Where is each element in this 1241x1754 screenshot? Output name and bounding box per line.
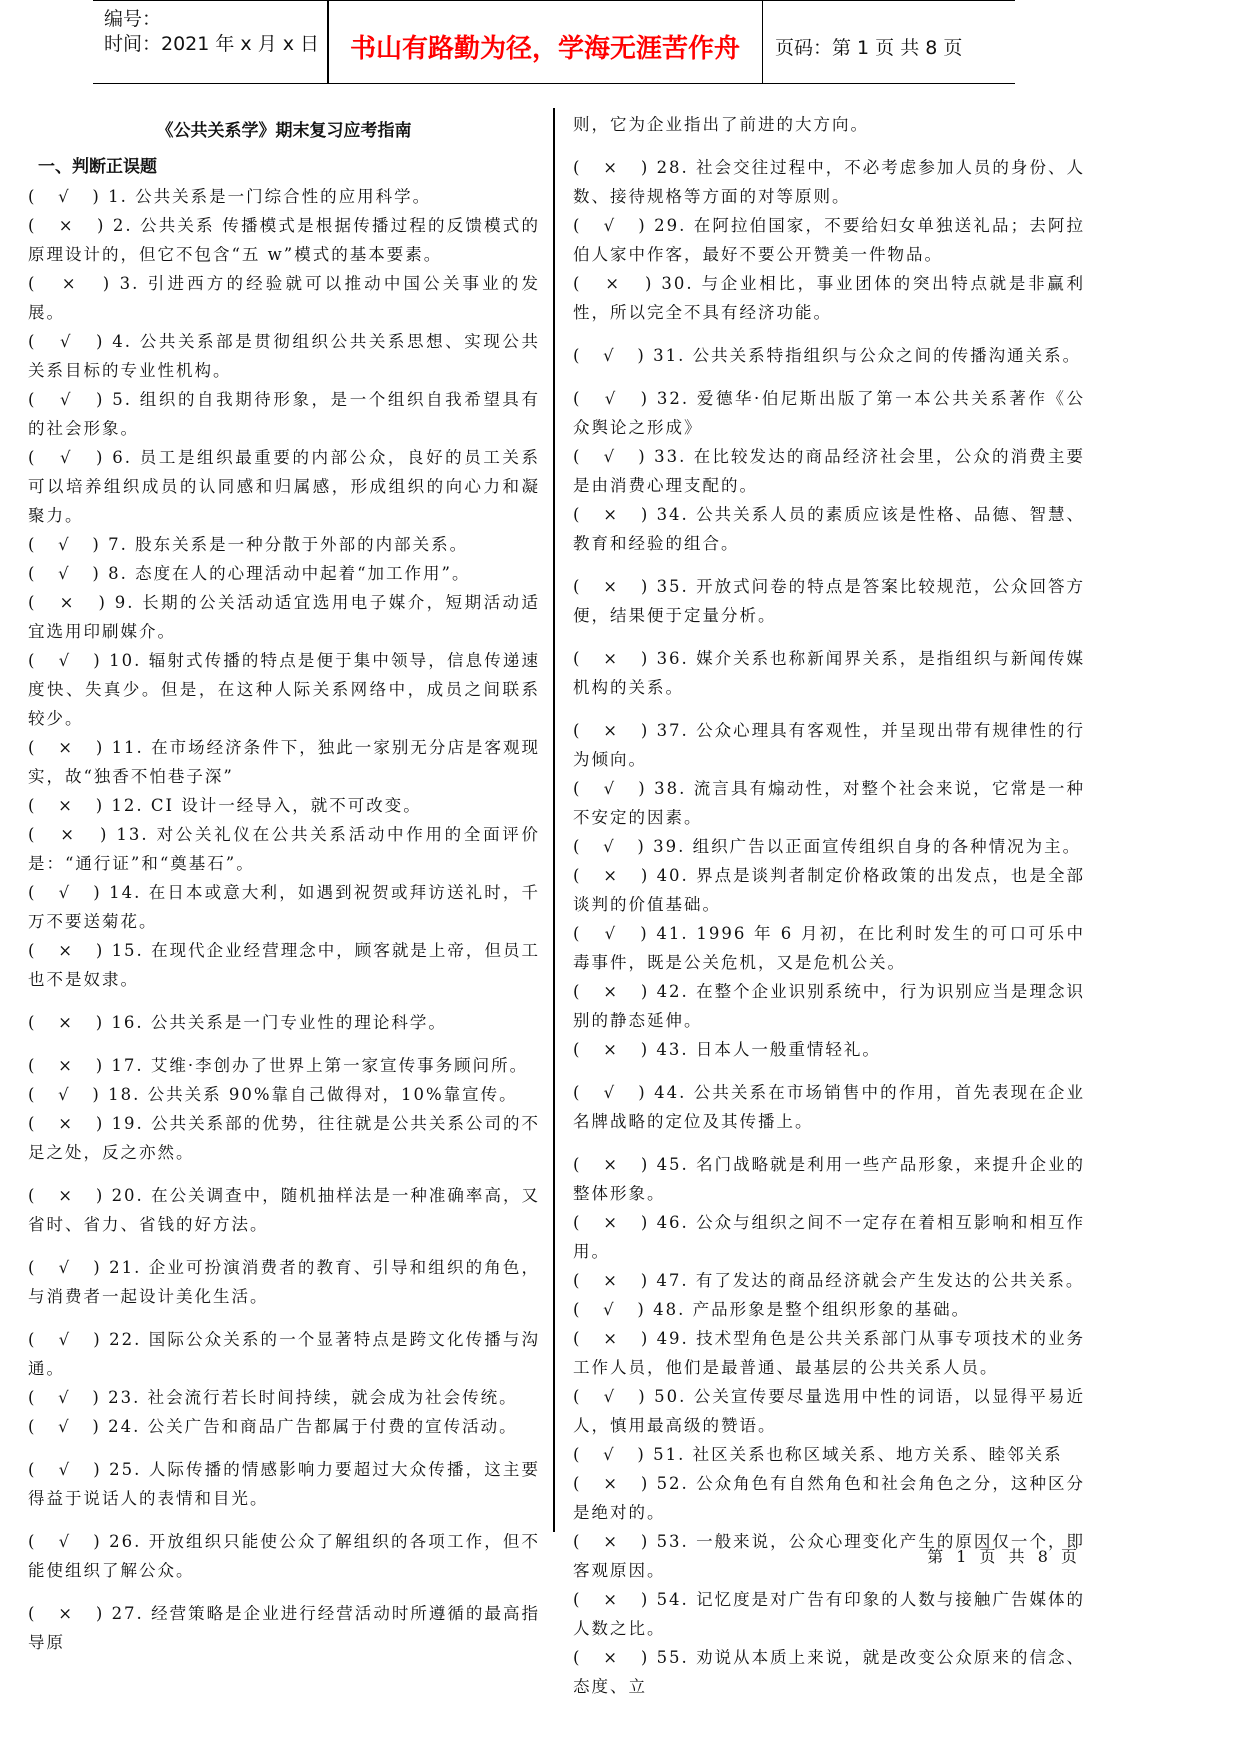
- question-text: 41. 1996 年 6 月初，在比利时发生的可口可乐中毒事件，既是公关危机，又是危机公关。: [573, 924, 1085, 972]
- answer-mark: ( × ): [28, 1604, 112, 1623]
- question-text: 30. 与企业相比，事业团体的突出特点就是非赢利性，所以完全不具有经济功能。: [573, 274, 1085, 322]
- answer-mark: ( √ ): [28, 1330, 109, 1349]
- question-text: 38. 流言具有煽动性，对整个社会来说，它常是一种不安定的因素。: [573, 779, 1085, 827]
- question-item: [573, 500, 1085, 558]
- question-text: 9. 长期的公关活动适宜选用电子媒介，短期活动适宜选用印刷媒介。: [28, 593, 540, 641]
- answer-mark: ( × ): [573, 1590, 657, 1609]
- question-item: [28, 385, 540, 443]
- answer-mark: ( × ): [28, 941, 112, 960]
- question-text: 12. CI 设计一经导入，就不可改变。: [111, 796, 422, 815]
- question-item: [573, 1150, 1085, 1208]
- header-divider-left: [327, 0, 329, 84]
- question-text: 48. 产品形象是整个组织形象的基础。: [653, 1300, 971, 1319]
- answer-mark: ( √ ): [28, 564, 108, 583]
- question-text: 46. 公众与组织之间不一定存在着相互影响和相互作用。: [573, 1213, 1085, 1261]
- motto: 书山有路勤为径，学海无涯苦作舟: [349, 34, 740, 64]
- question-text: 15. 在现代企业经营理念中，顾客就是上帝，但员工也不是奴隶。: [28, 941, 540, 989]
- question-text: 39. 组织广告以正面宣传组织自身的各种情况为主。: [653, 837, 1082, 856]
- question-item: [28, 443, 540, 530]
- question-text: 1. 公共关系是一门综合性的应用科学。: [108, 187, 432, 206]
- answer-mark: ( × ): [28, 1186, 112, 1205]
- answer-mark: ( × ): [28, 1013, 111, 1032]
- question-item: [28, 1325, 540, 1383]
- question-text: 36. 媒介关系也称新闻界关系，是指组织与新闻传媒机构的关系。: [573, 649, 1085, 697]
- document-title: 《公共关系学》期末复习应考指南: [156, 121, 412, 141]
- question-text: 22. 国际公众关系的一个显著特点是跨文化传播与沟通。: [28, 1330, 540, 1378]
- question-item: [573, 153, 1085, 211]
- question-item: [28, 1181, 540, 1239]
- column-divider: [553, 108, 555, 1532]
- question-text: 44. 公共关系在市场销售中的作用，首先表现在企业名牌战略的定位及其传播上。: [573, 1083, 1085, 1131]
- question-item: [28, 182, 540, 211]
- question-text: 49. 技术型角色是公共关系部门从事专项技术的业务工作人员，他们是最普通、最基层的公共关系人员。: [573, 1329, 1085, 1377]
- header-divider-right: [762, 0, 763, 84]
- question-text: 55. 劝说从本质上来说，就是改变公众原来的信念、态度、立: [573, 1648, 1085, 1696]
- question-item: [573, 977, 1085, 1035]
- answer-mark: ( × ): [573, 649, 657, 668]
- answer-mark: ( × ): [573, 577, 657, 596]
- answer-mark: ( √ ): [28, 1085, 108, 1104]
- answer-mark: ( √ ): [573, 924, 656, 943]
- question-text: 33. 在比较发达的商品经济社会里，公众的消费主要是由消费心理支配的。: [573, 447, 1085, 495]
- question-text: 8. 态度在人的心理活动中起着“加工作用”。: [108, 564, 471, 583]
- answer-mark: ( × ): [28, 825, 116, 844]
- question-item: [28, 1109, 540, 1167]
- question-text: 21. 企业可扮演消费者的教育、引导和组织的角色，与消费者一起设计美化生活。: [28, 1258, 540, 1306]
- serial-label: 编号：: [104, 8, 162, 30]
- answer-mark: ( × ): [573, 1271, 656, 1290]
- question-item: [573, 919, 1085, 977]
- header-top-border: [93, 0, 1015, 1]
- question-item: [573, 644, 1085, 702]
- question-item: [28, 530, 540, 559]
- answer-mark: ( √ ): [573, 779, 654, 798]
- question-item: [28, 1455, 540, 1513]
- question-item: [28, 559, 540, 588]
- answer-mark: ( √ ): [573, 1300, 653, 1319]
- question-item: [28, 269, 540, 327]
- question-item: [573, 572, 1085, 630]
- answer-mark: ( × ): [573, 1213, 657, 1232]
- question-item: [573, 442, 1085, 500]
- question-item: [573, 774, 1085, 832]
- question-item: [573, 861, 1085, 919]
- question-text: 2. 公共关系 传播模式是根据传播过程的反馈模式的原理设计的，但它不包含“五 w”模式的基本要素。: [28, 216, 541, 264]
- question-list-right: [573, 110, 1085, 1701]
- question-text: 51. 社区关系也称区域关系、地方关系、睦邻关系: [653, 1445, 1063, 1464]
- question-text: 25. 人际传播的情感影响力要超过大众传播，这主要得益于说话人的表情和目光。: [28, 1460, 540, 1508]
- question-text: 37. 公众心理具有客观性，并呈现出带有规律性的行为倾向。: [573, 721, 1085, 769]
- question-item: [573, 341, 1085, 370]
- question-item: [28, 1383, 540, 1412]
- page-footer: 第 1 页 共 8 页: [927, 1547, 1081, 1566]
- answer-mark: ( √ ): [573, 216, 654, 235]
- question-text: 11. 在市场经济条件下，独此一家别无分店是客观现实，故“独香不怕巷子深”: [28, 738, 540, 786]
- answer-mark: ( √ ): [28, 1388, 108, 1407]
- answer-mark: ( × ): [28, 274, 120, 293]
- question-item: [28, 211, 540, 269]
- question-item: [573, 1035, 1085, 1064]
- question-text: 26. 开放组织只能使公众了解组织的各项工作，但不能使组织了解公众。: [28, 1532, 540, 1580]
- answer-mark: ( √ ): [573, 447, 654, 466]
- question-text: 16. 公共关系是一门专业性的理论科学。: [111, 1013, 447, 1032]
- answer-mark: ( √ ): [573, 1445, 653, 1464]
- answer-mark: ( √ ): [28, 1258, 109, 1277]
- header-bottom-border: [93, 83, 1015, 84]
- question-item: [573, 1643, 1085, 1701]
- answer-mark: ( × ): [28, 796, 111, 815]
- question-text: 54. 记忆度是对广告有印象的人数与接触广告媒体的人数之比。: [573, 1590, 1085, 1638]
- question-text: 50. 公关宣传要尽量选用中性的词语，以显得平易近人，慎用最高级的赞语。: [573, 1387, 1085, 1435]
- question-item: [573, 1469, 1085, 1527]
- question-item: [573, 1585, 1085, 1643]
- question-text: 47. 有了发达的商品经济就会产生发达的公共关系。: [656, 1271, 1085, 1290]
- answer-mark: ( × ): [28, 593, 115, 612]
- question-item: [28, 820, 540, 878]
- question-item: [573, 1440, 1085, 1469]
- question-text: 40. 界点是谈判者制定价格政策的出发点，也是全部谈判的价值基础。: [573, 866, 1085, 914]
- answer-mark: ( × ): [28, 216, 113, 235]
- answer-mark: ( × ): [28, 1114, 112, 1133]
- answer-mark: ( × ): [573, 158, 657, 177]
- question-item: [28, 1599, 540, 1657]
- question-text: 17. 艾维·李创办了世界上第一家宣传事务顾问所。: [111, 1056, 529, 1075]
- question-item: [573, 1078, 1085, 1136]
- answer-mark: ( √ ): [28, 1532, 109, 1551]
- question-item: [28, 878, 540, 936]
- answer-mark: ( √ ): [28, 651, 109, 670]
- question-item: [28, 1080, 540, 1109]
- answer-mark: ( √ ): [28, 883, 109, 902]
- question-text: 20. 在公关调查中，随机抽样法是一种准确率高，又省时、省力、省钱的好方法。: [28, 1186, 540, 1234]
- question-text: 24. 公关广告和商品广告都属于付费的宣传活动。: [108, 1417, 518, 1436]
- question-item: [573, 1295, 1085, 1324]
- answer-mark: ( × ): [573, 1532, 657, 1551]
- question-text: 43. 日本人一般重情轻礼。: [656, 1040, 881, 1059]
- answer-mark: ( √ ): [573, 1387, 654, 1406]
- question-text: 34. 公共关系人员的素质应该是性格、品德、智慧、教育和经验的组合。: [573, 505, 1085, 553]
- answer-mark: ( × ): [573, 1474, 657, 1493]
- answer-mark: ( √ ): [573, 1083, 654, 1102]
- answer-mark: ( × ): [28, 738, 112, 757]
- answer-mark: ( √ ): [28, 187, 108, 206]
- question-item: [28, 733, 540, 791]
- question-text: 19. 公共关系部的优势，往往就是公共关系公司的不足之处，反之亦然。: [28, 1114, 540, 1162]
- question-text: 7. 股东关系是一种分散于外部的内部关系。: [108, 535, 469, 554]
- answer-mark: ( √ ): [28, 1460, 109, 1479]
- answer-mark: ( √ ): [573, 837, 653, 856]
- question-item: [28, 588, 540, 646]
- answer-mark: ( × ): [573, 1040, 656, 1059]
- date-label: 时间：2021 年 x 月 x 日: [104, 33, 320, 55]
- question-item: [28, 1253, 540, 1311]
- question-text: 53. 一般来说，公众心理变化产生的原因仅一个，即客观原因。: [573, 1532, 1085, 1580]
- question-item: [573, 832, 1085, 861]
- answer-mark: ( × ): [573, 866, 657, 885]
- answer-mark: ( × ): [28, 1056, 111, 1075]
- question-item: [28, 1008, 540, 1037]
- answer-mark: ( √ ): [28, 448, 112, 467]
- question-text: 27. 经营策略是企业进行经营活动时所遵循的最高指导原: [28, 1604, 540, 1652]
- question-text: 42. 在整个企业识别系统中，行为识别应当是理念识别的静态延伸。: [573, 982, 1085, 1030]
- question-item: [573, 1208, 1085, 1266]
- question-item: [28, 1412, 540, 1441]
- question-item: [573, 1266, 1085, 1295]
- question-text: 5. 组织的自我期待形象，是一个组织自我希望具有的社会形象。: [28, 390, 540, 438]
- question-item: [573, 1382, 1085, 1440]
- question-item: [573, 211, 1085, 269]
- question-text: 32. 爱德华·伯尼斯出版了第一本公共关系著作《公众舆论之形成》: [573, 389, 1086, 437]
- answer-mark: ( × ): [573, 721, 657, 740]
- answer-mark: ( × ): [573, 1648, 657, 1667]
- question-item: [28, 1051, 540, 1080]
- answer-mark: ( × ): [573, 1155, 657, 1174]
- question-text: 4. 公共关系部是贯彻组织公共关系思想、实现公共关系目标的专业性机构。: [28, 332, 540, 380]
- question-text: 31. 公共关系特指组织与公众之间的传播沟通关系。: [653, 346, 1082, 365]
- question-text: 45. 名门战略就是利用一些产品形象，来提升企业的整体形象。: [573, 1155, 1085, 1203]
- question-text: 18. 公共关系 90%靠自己做得对，10%靠宣传。: [108, 1085, 518, 1104]
- answer-mark: ( √ ): [573, 389, 657, 408]
- question-item: [573, 716, 1085, 774]
- section-heading: 一、判断正误题: [38, 157, 157, 177]
- question-text: 52. 公众角色有自然角色和社会角色之分，这种区分是绝对的。: [573, 1474, 1085, 1522]
- answer-mark: ( × ): [573, 1329, 657, 1348]
- answer-mark: ( √ ): [28, 390, 112, 409]
- question-list-left: [28, 182, 540, 1657]
- question-item: [573, 1324, 1085, 1382]
- question-item: [28, 791, 540, 820]
- question-item: [573, 269, 1085, 327]
- question-text: 35. 开放式问卷的特点是答案比较规范，公众回答方便，结果便于定量分析。: [573, 577, 1085, 625]
- question-text: 28. 社会交往过程中，不必考虑参加人员的身份、人数、接待规格等方面的对等原则。: [573, 158, 1085, 206]
- page-info: 页码：第 1 页 共 8 页: [775, 37, 963, 59]
- question-item: [28, 936, 540, 994]
- question-text: 14. 在日本或意大利，如遇到祝贺或拜访送礼时，千万不要送菊花。: [28, 883, 540, 931]
- question-item: [28, 327, 540, 385]
- question-item: [573, 384, 1085, 442]
- item-27-continuation: 则，它为企业指出了前进的大方向。: [573, 115, 869, 134]
- question-text: 23. 社会流行若长时间持续，就会成为社会传统。: [108, 1388, 518, 1407]
- question-text: 29. 在阿拉伯国家，不要给妇女单独送礼品；去阿拉伯人家中作客，最好不要公开赞美一件物品。: [573, 216, 1085, 264]
- answer-mark: ( √ ): [28, 332, 112, 351]
- question-text: 10. 辐射式传播的特点是便于集中领导，信息传递速度快、失真少。但是，在这种人际关系网络中，成员之间联系较少。: [28, 651, 540, 728]
- question-item: [28, 1527, 540, 1585]
- answer-mark: ( × ): [573, 982, 657, 1001]
- question-text: 6. 员工是组织最重要的内部公众，良好的员工关系可以培养组织成员的认同感和归属感，形成组织的向心力和凝聚力。: [28, 448, 540, 525]
- answer-mark: ( × ): [573, 505, 657, 524]
- answer-mark: ( √ ): [573, 346, 653, 365]
- answer-mark: ( × ): [573, 274, 661, 293]
- question-text: 13. 对公关礼仪在公共关系活动中作用的全面评价是：“通行证”和“奠基石”。: [28, 825, 540, 873]
- question-text: 3. 引进西方的经验就可以推动中国公关事业的发展。: [28, 274, 541, 322]
- answer-mark: ( √ ): [28, 1417, 108, 1436]
- question-item: [28, 646, 540, 733]
- answer-mark: ( √ ): [28, 535, 108, 554]
